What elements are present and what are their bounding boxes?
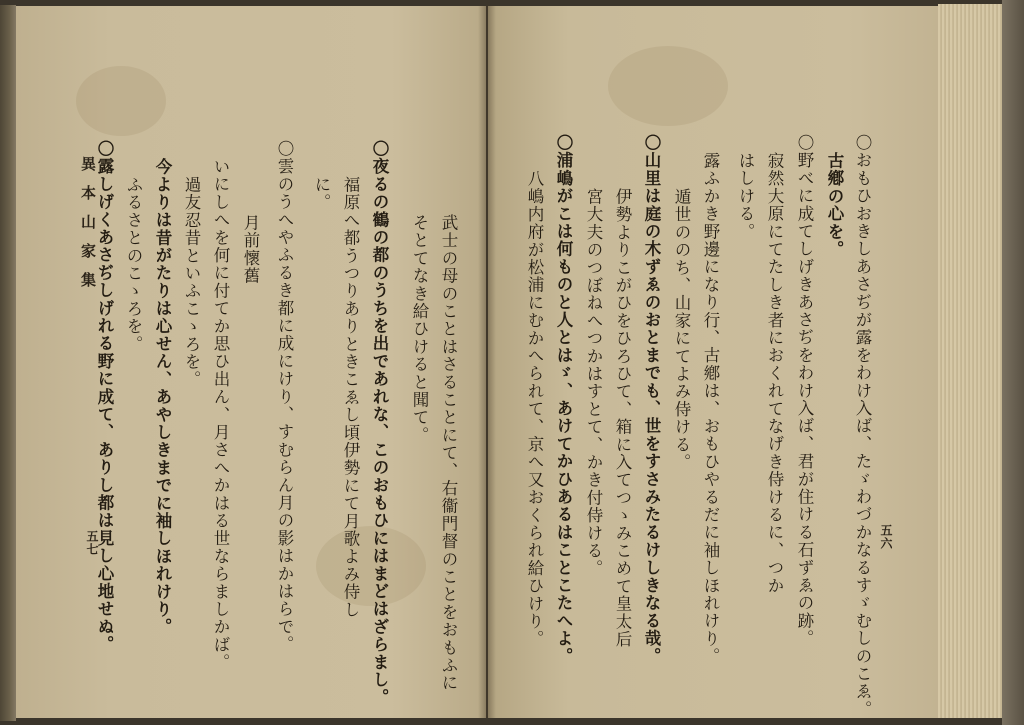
running-head: 異本山家集 xyxy=(79,156,97,301)
text-line: 伊勢よりこがひをひろひて、箱に入てつゝみこめて皇太后 xyxy=(613,188,632,649)
paper-stain xyxy=(608,46,728,126)
text-line: 八嶋内府が松浦にむかへられて、京へ又おくられ給ひけり。 xyxy=(525,170,544,648)
text-line: そとてなき給ひけると聞て。 xyxy=(410,214,429,445)
right-page xyxy=(488,6,938,718)
book-cover-edge xyxy=(1002,0,1024,725)
text-line: 〇野べに成てしげきあさぢをわけ入ば、君が住ける石ずゑの跡。 xyxy=(795,134,814,648)
left-page-edges xyxy=(0,5,16,721)
text-line: 過友忍昔といふこゝろを。 xyxy=(182,176,201,389)
text-line: はしける。 xyxy=(736,152,755,241)
text-line: いにしへを何に付てか思ひ出ん、月さへかはる世ならましかば。 xyxy=(211,158,230,672)
text-line: 露ふかき野邊になり行、古鄕は、おもひやるだに袖しほれけり。 xyxy=(701,152,720,666)
book-gutter xyxy=(478,6,496,718)
text-line: 武士の母のことはさることにて、右衞門督のことをおもふに xyxy=(439,214,458,692)
text-line: 古鄕の心を。 xyxy=(825,152,844,259)
text-line: 〇おもひおきしあさぢが露をわけ入ば、たゞわづかなるすゞむしのこゑ。 xyxy=(853,134,872,719)
paper-stain xyxy=(76,66,166,136)
text-line: 寂然大原にてたしき者におくれてなげき侍けるに、つか xyxy=(765,152,784,595)
text-line: 〇雲のうへやふるき都に成にけり、すむらん月の影はかはらで。 xyxy=(275,140,294,654)
text-line: 福原へ都うつりありときこゑし頃伊勢にて月歌よみ侍し xyxy=(341,176,360,619)
text-line: 〇夜るの鶴の都のうちを出であれな、このおもひにはまどはざらまし。 xyxy=(370,140,389,707)
text-line: 今よりは昔がたりは心せん、あやしきまでに袖しほれけり。 xyxy=(153,158,172,636)
text-line: 遁世ののち、山家にてよみ侍ける。 xyxy=(672,188,691,472)
page-number: 五六 xyxy=(879,524,893,550)
text-line: 〇山里は庭の木ずゑのおとまでも、世をすさみたるけしきなる哉。 xyxy=(642,134,661,665)
left-page xyxy=(16,6,486,718)
text-line: に。 xyxy=(312,176,331,212)
page-number: 五七 xyxy=(85,530,99,556)
right-page-edges xyxy=(938,4,1008,718)
text-line: 月前懷舊 xyxy=(241,214,260,285)
text-line: 〇浦嶋がこは何ものと人とはゞ、あけてかひあるはことこたへよ。 xyxy=(554,134,573,665)
text-line: 宮大夫のつぼねへつかはすとて、かき付侍ける。 xyxy=(584,188,603,578)
text-line: 〇露しげくあさぢしげれる野に成て、ありし都は見し心地せぬ。 xyxy=(95,140,114,654)
text-line: ふるさとのこゝろを。 xyxy=(124,176,143,353)
